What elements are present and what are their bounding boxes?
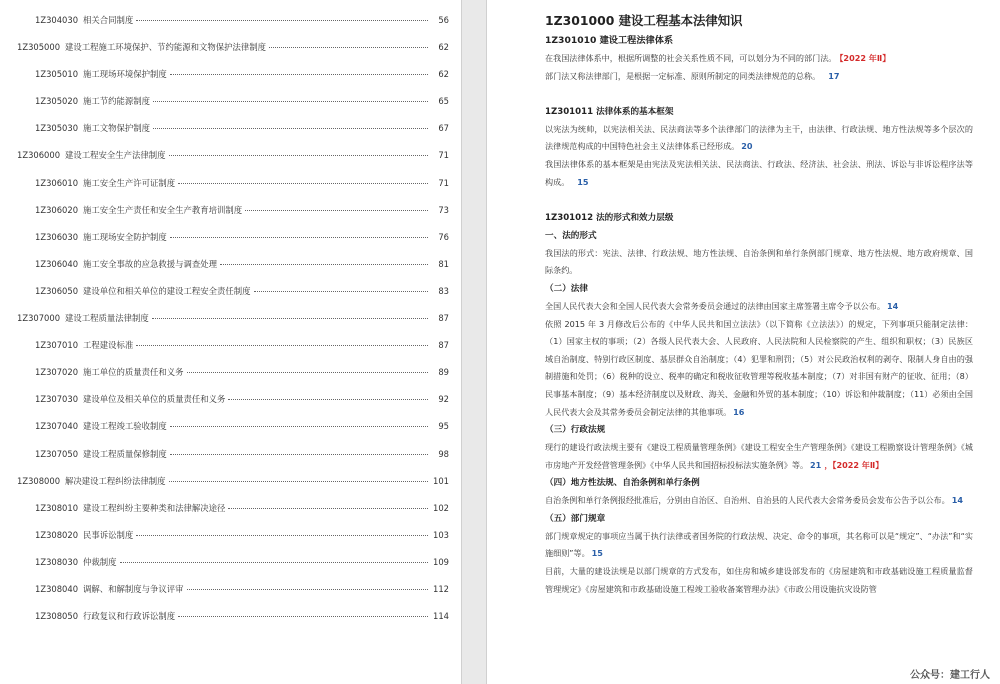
toc-code: 1Z307030 <box>35 394 79 405</box>
paragraph: 依照 2015 年 3 月修改后公布的《中华人民共和国立法法》（以下简称《立法法》）的规定，下列事项只能制定法律：（1）国家主权的事项；（2）各级人民代表大会、人民政府、人民法院和人民检察院的产生、组织和职权；（3）民族区域自治制度、特别行政区制度、基层群众自治制度；（4）犯罪和刑罚；（5）对公民政治权利的剥夺、限制人身自由的强制措施和处罚；（6）税种的设立、税率的确定和税收征收管理等税收基本制度；（7）对非国有财产的征收、征用；（8）民事基本制度；（9）基本经济制度以及财政、海关、金融和外贸的基本制度；（10）诉讼和仲裁制度；（11）必须由全国人民代表大会及其常务委员会制定法律的其他事项。 16 <box>545 318 973 417</box>
heading-local: （四）地方性法规、自治条例和单行条例 <box>545 478 700 489</box>
toc-entry[interactable] <box>0 556 461 583</box>
toc-title: 建设单位及相关单位的质量责任和义务 <box>83 394 226 405</box>
toc-title: 施工现场环境保护制度 <box>83 69 167 80</box>
toc-code: 1Z308050 <box>35 611 79 622</box>
toc-title: 施工安全生产许可证制度 <box>83 177 176 188</box>
dot-leader <box>170 426 428 427</box>
dot-leader <box>153 128 428 129</box>
heading-dept: （五）部门规章 <box>545 513 606 524</box>
content-page <box>486 0 1000 684</box>
heading-forms: 一、法的形式 <box>545 230 597 241</box>
toc-title: 施工现场安全防护制度 <box>83 231 167 242</box>
score-number: 16 <box>733 406 745 417</box>
toc-list <box>0 0 461 637</box>
toc-code: 1Z305010 <box>35 69 79 80</box>
exam-year-tag: ，【2022 年Ⅱ】 <box>824 459 884 470</box>
score-number: 15 <box>577 176 589 187</box>
toc-entry[interactable] <box>0 475 461 502</box>
paragraph: 部门法又称法律部门，是根据一定标准、原则所制定的同类法律规范的总称。 17 <box>545 70 840 81</box>
paragraph: 部门规章规定的事项应当属于执行法律或者国务院的行政法规、决定、命令的事项，其名称可以是“规定”、“办法”和“实施细则”等。 15 <box>545 530 973 559</box>
toc-entry[interactable] <box>0 285 461 312</box>
toc-code: 1Z306010 <box>35 177 79 188</box>
toc-title: 仲裁制度 <box>83 556 117 567</box>
subsection-title: 1Z301012 法的形式和效力层级 <box>545 212 674 223</box>
toc-code: 1Z308020 <box>35 529 79 540</box>
toc-code: 1Z306020 <box>35 204 79 215</box>
dot-leader <box>120 562 428 563</box>
dot-leader <box>170 237 428 238</box>
toc-title: 施工安全生产责任和安全生产教育培训制度 <box>83 204 243 215</box>
toc-code: 1Z308000 <box>17 475 61 486</box>
exam-year-tag: 【2022 年Ⅱ】 <box>839 53 891 63</box>
toc-code: 1Z306050 <box>35 285 79 296</box>
toc-code: 1Z307020 <box>35 367 79 378</box>
score-number: 15 <box>591 548 603 559</box>
paragraph: 目前，大量的建设法规是以部门规章的方式发布，如住房和城乡建设部发布的《房屋建筑和市政基础设施工程质量监督管理规定》《房屋建筑和市政基础设施工程竣工验收备案管理办法》《市政公用设施抗灾设防管 <box>545 566 973 594</box>
toc-entry[interactable] <box>0 231 461 258</box>
toc-code: 1Z307000 <box>17 313 61 324</box>
toc-entry[interactable] <box>0 610 461 637</box>
paragraph: 现行的建设行政法规主要有《建设工程质量管理条例》《建设工程安全生产管理条例》《建设工程勘察设计管理条例》《城市房地产开发经营管理条例》《中华人民共和国招标投标法实施条例》等。 21 ，【2022 年Ⅱ】 <box>545 442 973 470</box>
section-title: 1Z301010 建设工程法律体系 <box>545 35 674 46</box>
dot-leader <box>269 47 428 48</box>
toc-page-number: 73 <box>438 204 449 215</box>
toc-page-number: 76 <box>438 231 449 242</box>
toc-title: 建设工程质量保修制度 <box>83 448 167 459</box>
toc-page-number: 98 <box>438 448 449 459</box>
toc-page-number: 87 <box>438 340 449 351</box>
toc-title: 调解、和解制度与争议评审 <box>83 583 184 594</box>
toc-code: 1Z307050 <box>35 448 79 459</box>
toc-entry[interactable] <box>0 204 461 231</box>
heading-admin: （三）行政法规 <box>545 425 606 436</box>
toc-page-number: 56 <box>438 15 449 25</box>
toc-page-number: 62 <box>438 42 449 53</box>
toc-entry[interactable] <box>0 583 461 610</box>
toc-title: 施工安全事故的应急救援与调查处理 <box>83 258 218 269</box>
toc-page-number: 112 <box>433 583 449 594</box>
toc-entry[interactable] <box>0 529 461 556</box>
dot-leader <box>228 508 428 509</box>
paragraph: 我国法律体系的基本框架是由宪法及宪法相关法、民法商法、行政法、经济法、社会法、刑法、诉讼与非诉讼程序法等构成。 15 <box>545 158 973 187</box>
paragraph: 我国法的形式：宪法、法律、行政法规、地方性法规、自治条例和单行条例部门规章、地方性法规、地方政府规章、国际条约。 <box>545 247 973 276</box>
toc-entry[interactable] <box>0 95 461 122</box>
toc-title: 建设工程施工环境保护、节约能源和文物保护法律制度 <box>65 42 267 53</box>
dot-leader <box>178 616 428 617</box>
toc-title: 施工单位的质量责任和义务 <box>83 367 184 378</box>
score-number: 21 <box>810 459 822 470</box>
toc-page-number: 95 <box>438 421 449 432</box>
toc-title: 相关合同制度 <box>83 15 134 25</box>
toc-page-number: 71 <box>438 150 449 161</box>
toc-title: 建设单位和相关单位的建设工程安全责任制度 <box>83 285 251 296</box>
watermark-label: 公众号：建工行人 <box>906 665 994 682</box>
toc-entry[interactable] <box>0 41 461 68</box>
toc-entry[interactable] <box>0 366 461 393</box>
dot-leader <box>169 481 428 482</box>
dot-leader <box>228 399 428 400</box>
toc-entry[interactable] <box>0 312 461 339</box>
toc-title: 施工节约能源制度 <box>83 96 151 107</box>
toc-code: 1Z304030 <box>35 15 79 25</box>
toc-page-number: 71 <box>438 177 449 188</box>
dot-leader <box>136 20 428 21</box>
toc-title: 建设工程质量法律制度 <box>65 313 149 324</box>
toc-title: 解决建设工程纠纷法律制度 <box>65 475 166 486</box>
dot-leader <box>152 318 428 319</box>
paragraph: 以宪法为统帅，以宪法相关法、民法商法等多个法律部门的法律为主干，由法律、行政法规、地方性法规等多个层次的法律规范构成的中国特色社会主义法律体系已经形成。 20 <box>545 123 973 152</box>
toc-code: 1Z305020 <box>35 96 79 107</box>
toc-code: 1Z308040 <box>35 583 79 594</box>
toc-code: 1Z306000 <box>17 150 61 161</box>
toc-entry[interactable] <box>0 339 461 366</box>
subsection-title: 1Z301011 法律体系的基本框架 <box>545 106 674 117</box>
toc-entry[interactable] <box>0 177 461 204</box>
toc-page-number: 101 <box>433 475 449 486</box>
toc-entry[interactable] <box>0 149 461 176</box>
toc-page-number: 103 <box>433 529 449 540</box>
toc-title: 施工文物保护制度 <box>83 123 151 134</box>
score-number: 20 <box>741 141 753 152</box>
paragraph: 全国人民代表大会和全国人民代表大会常务委员会通过的法律由国家主席签署主席令予以公布。 14 <box>545 300 899 311</box>
score-number: 17 <box>828 70 840 81</box>
dot-leader <box>136 345 428 346</box>
toc-entry[interactable] <box>0 14 461 41</box>
dot-leader <box>169 155 428 156</box>
toc-title: 行政复议和行政诉讼制度 <box>83 611 176 622</box>
toc-title: 工程建设标准 <box>83 340 134 351</box>
toc-title: 建设工程竣工验收制度 <box>83 421 167 432</box>
toc-page-number: 62 <box>438 69 449 80</box>
toc-page-number: 81 <box>438 258 449 269</box>
dot-leader <box>170 74 428 75</box>
toc-page-number: 92 <box>438 394 449 405</box>
toc-code: 1Z307040 <box>35 421 79 432</box>
toc-entry[interactable] <box>0 502 461 529</box>
dot-leader <box>187 372 428 373</box>
toc-entry[interactable] <box>0 448 461 475</box>
toc-page-number: 83 <box>438 285 449 296</box>
dot-leader <box>153 101 428 102</box>
toc-entry[interactable] <box>0 420 461 447</box>
toc-entry[interactable] <box>0 258 461 285</box>
dot-leader <box>178 183 428 184</box>
dot-leader <box>170 454 428 455</box>
dot-leader <box>254 291 428 292</box>
toc-code: 1Z308030 <box>35 556 79 567</box>
toc-title: 民事诉讼制度 <box>83 529 134 540</box>
toc-code: 1Z307010 <box>35 340 79 351</box>
toc-code: 1Z305030 <box>35 123 79 134</box>
toc-code: 1Z306040 <box>35 258 79 269</box>
heading-law: （二）法律 <box>545 283 588 294</box>
toc-page-number: 65 <box>438 96 449 107</box>
toc-code: 1Z308010 <box>35 502 79 513</box>
toc-entry[interactable] <box>0 122 461 149</box>
dot-leader <box>136 535 428 536</box>
toc-page-number: 102 <box>433 502 449 513</box>
paragraph: 在我国法律体系中，根据所调整的社会关系性质不同，可以划分为不同的部门法。 【2022 年Ⅱ】 <box>545 53 891 63</box>
toc-entry[interactable] <box>0 68 461 95</box>
dot-leader <box>220 264 428 265</box>
toc-code: 1Z305000 <box>17 42 61 53</box>
toc-page-number: 67 <box>438 123 449 134</box>
paragraph: 自治条例和单行条例报经批准后，分别由自治区、自治州、自治县的人民代表大会常务委员会发布公告予以公布。 14 <box>545 495 963 506</box>
toc-page <box>0 0 462 684</box>
score-number: 14 <box>951 495 963 506</box>
toc-title: 建设工程安全生产法律制度 <box>65 150 166 161</box>
dot-leader <box>187 589 428 590</box>
chapter-title: 1Z301000 建设工程基本法律知识 <box>545 13 743 28</box>
dot-leader <box>245 210 428 211</box>
toc-code: 1Z306030 <box>35 231 79 242</box>
toc-page-number: 87 <box>438 313 449 324</box>
toc-title: 建设工程纠纷主要种类和法律解决途径 <box>83 502 226 513</box>
toc-entry[interactable] <box>0 393 461 420</box>
content-body <box>545 10 973 598</box>
toc-page-number: 109 <box>433 556 449 567</box>
toc-page-number: 89 <box>438 367 449 378</box>
score-number: 14 <box>886 300 899 311</box>
toc-page-number: 114 <box>433 611 449 622</box>
